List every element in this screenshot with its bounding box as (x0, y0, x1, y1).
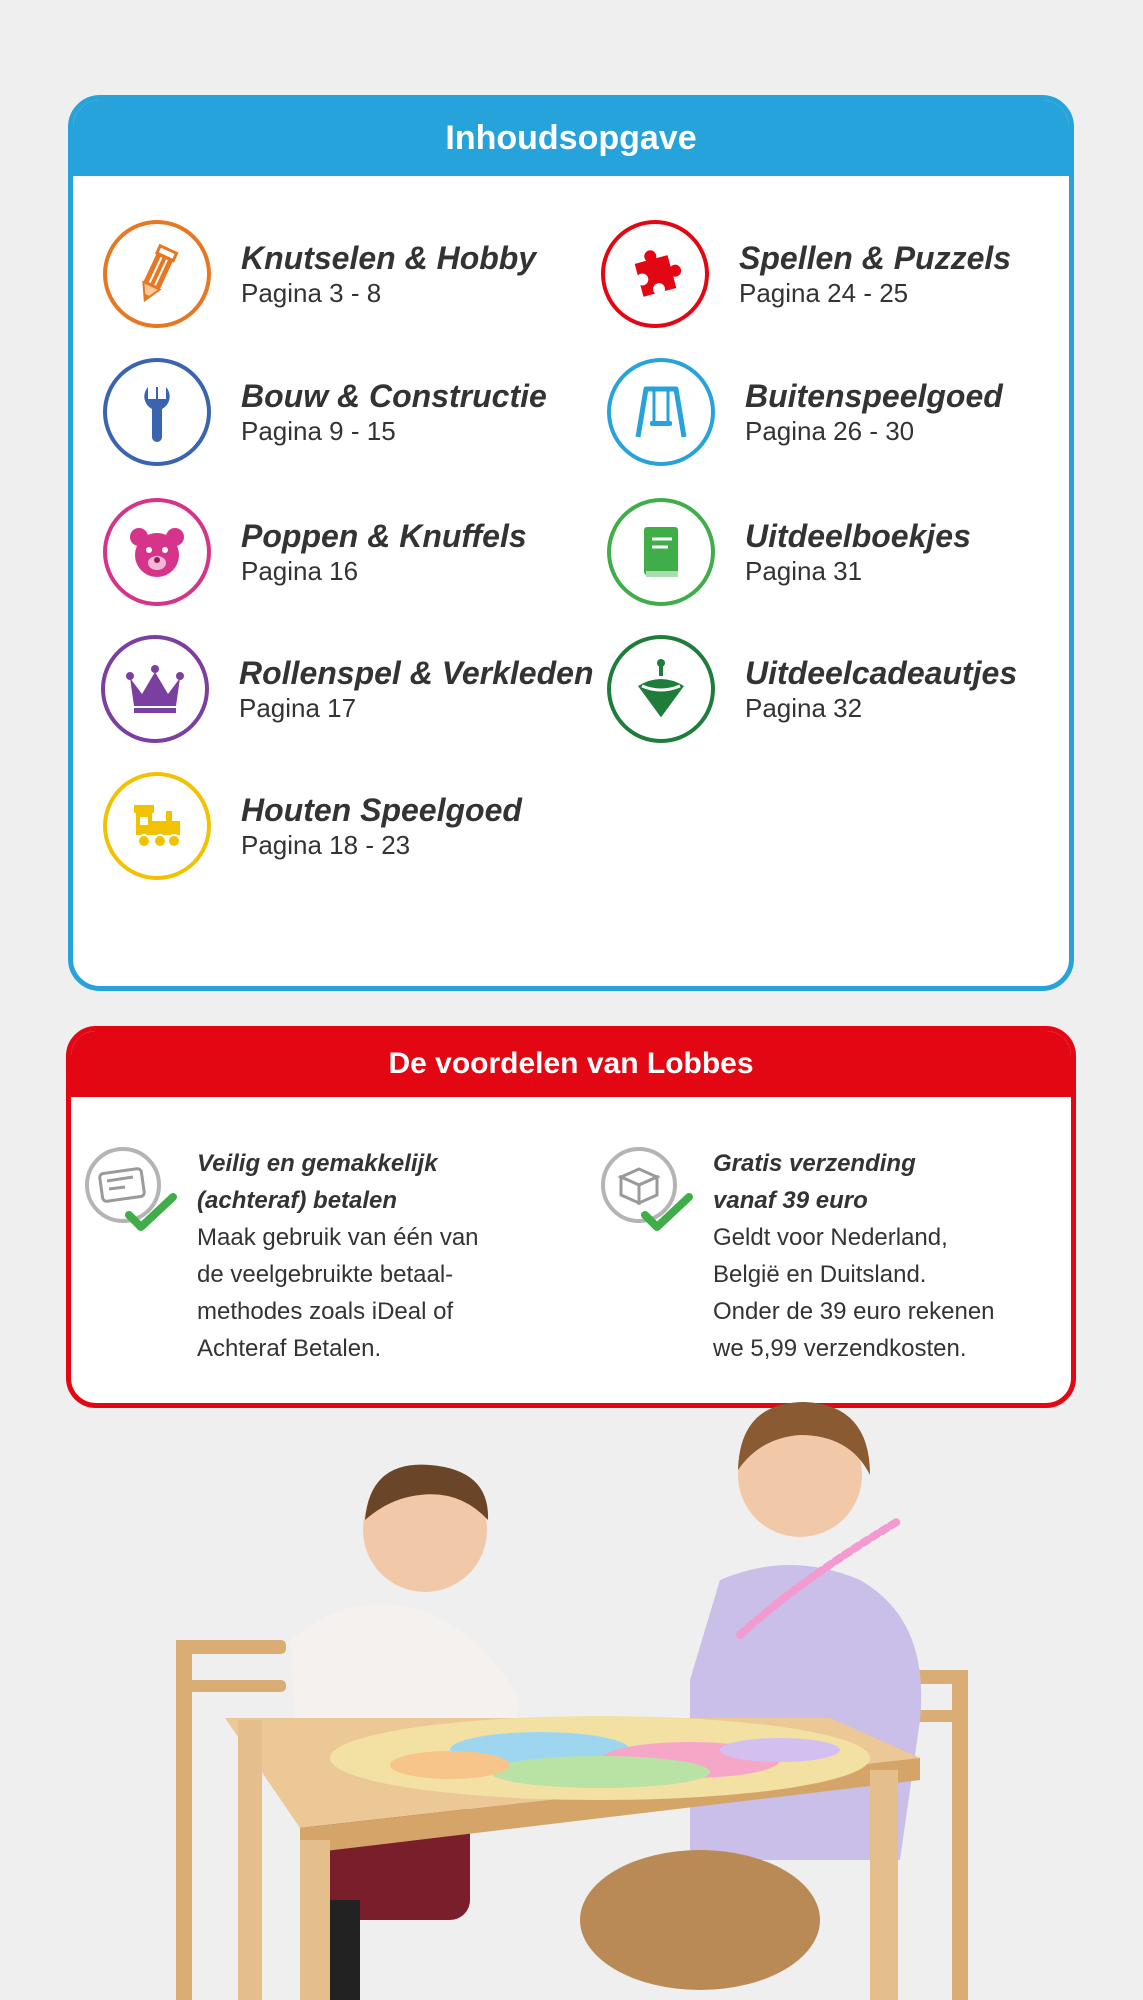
toc-item-pages: Pagina 32 (745, 693, 863, 723)
toc-item-buitenspeelgoed[interactable] (607, 358, 1003, 466)
toc-item-title: Knutselen & Hobby (241, 240, 537, 276)
benefit-payment (85, 1145, 479, 1367)
toc-item-title: Uitdeelcadeautjes (745, 655, 1018, 691)
benefit-title-line: Gratis verzending (713, 1150, 916, 1177)
toc-item-pages: Pagina 18 - 23 (241, 830, 411, 860)
toc-item-title: Uitdeelboekjes (745, 518, 971, 554)
toc-item-houten-speelgoed[interactable] (103, 772, 522, 880)
benefit-line: Geldt voor Nederland, (713, 1224, 948, 1251)
toc-item-spellen[interactable] (601, 220, 1011, 328)
teddy-bear-icon (103, 498, 211, 606)
toc-item-title: Bouw & Constructie (241, 378, 547, 414)
benefits-title: De voordelen van Lobbes (71, 1031, 1071, 1097)
toc-item-title: Poppen & Knuffels (241, 518, 527, 554)
toc-item-knutselen[interactable] (103, 220, 536, 328)
toc-item-poppen[interactable] (103, 498, 527, 606)
toc-card (68, 95, 1074, 991)
pencil-icon (103, 220, 211, 328)
benefits-card (66, 1026, 1076, 1408)
toc-item-pages: Pagina 26 - 30 (745, 416, 915, 446)
benefit-shipping (601, 1145, 995, 1367)
book-icon (607, 498, 715, 606)
left-chair (176, 1640, 286, 2000)
crown-icon (101, 635, 209, 743)
bead-pile (330, 1716, 870, 1800)
toc-item-pages: Pagina 17 (239, 693, 357, 723)
toc-title: Inhoudsopgave (73, 100, 1069, 176)
benefit-title-line: Veilig en gemakkelijk (197, 1150, 438, 1177)
benefit-title-line: (achteraf) betalen (197, 1187, 398, 1214)
box-check-icon (601, 1145, 693, 1237)
toc-item-pages: Pagina 9 - 15 (241, 416, 396, 446)
toy-train-icon (103, 772, 211, 880)
benefit-line: we 5,99 verzendkosten. (713, 1335, 967, 1362)
toc-item-rollenspel[interactable] (101, 635, 593, 743)
payment-card-check-icon (85, 1145, 177, 1237)
toc-item-uitdeelboekjes[interactable] (607, 498, 971, 606)
swing-icon (607, 358, 715, 466)
kids-playing-photo (0, 1380, 1143, 2000)
toc-item-pages: Pagina 31 (745, 556, 863, 586)
benefit-line: Achteraf Betalen. (197, 1335, 382, 1362)
benefit-line: Onder de 39 euro rekenen (713, 1298, 995, 1325)
toc-item-title: Houten Speelgoed (241, 792, 522, 828)
benefit-line: Maak gebruik van één van (197, 1224, 479, 1251)
puzzle-piece-icon (601, 220, 709, 328)
benefit-line: België en Duitsland. (713, 1261, 927, 1288)
benefit-title-line: vanaf 39 euro (713, 1187, 868, 1214)
toc-item-title: Spellen & Puzzels (739, 240, 1012, 276)
toc-item-title: Rollenspel & Verkleden (239, 655, 594, 691)
benefit-line: de veelgebruikte betaal- (197, 1261, 454, 1288)
spinning-top-icon (607, 635, 715, 743)
toc-item-pages: Pagina 24 - 25 (739, 278, 909, 308)
toc-item-pages: Pagina 3 - 8 (241, 278, 382, 308)
toc-item-pages: Pagina 16 (241, 556, 359, 586)
toc-item-uitdeelcadeautjes[interactable] (607, 635, 1017, 743)
wrench-icon (103, 358, 211, 466)
benefit-line: methodes zoals iDeal of (197, 1298, 454, 1325)
toc-item-title: Buitenspeelgoed (745, 378, 1003, 414)
toc-item-bouw[interactable] (103, 358, 547, 466)
